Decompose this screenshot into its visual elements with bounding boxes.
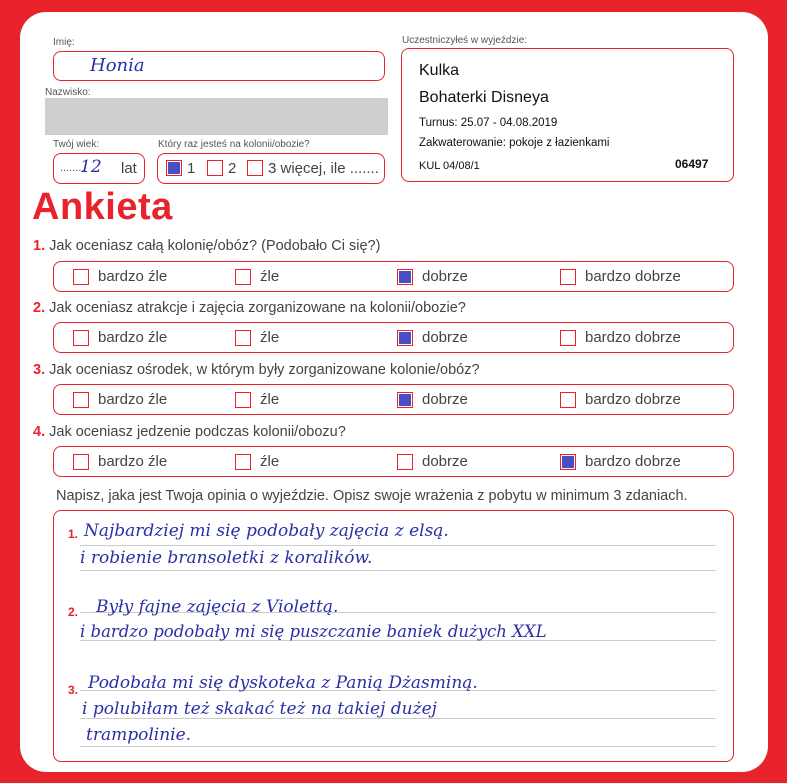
opinion-entry-3-line-1: Podobała mi się dyskoteka z Panią Dżasminą.: [88, 673, 478, 693]
ruled-line: [80, 746, 716, 747]
q1-option-dobrze: dobrze: [422, 268, 468, 285]
question-2-options: [53, 322, 734, 353]
q3-option-bardzo-zle: bardzo źle: [98, 391, 168, 408]
q3-option-dobrze: dobrze: [422, 391, 468, 408]
opinion-number-2: 2.: [68, 605, 79, 619]
ruled-line: [80, 570, 716, 571]
q1-option-bardzo-zle: bardzo źle: [98, 268, 168, 285]
age-suffix: lat: [121, 160, 137, 177]
q3-checkbox-dobrze[interactable]: [397, 392, 413, 408]
q1-checkbox-zle[interactable]: [235, 269, 251, 285]
q4-option-bardzo-zle: bardzo źle: [98, 453, 168, 470]
q3-option-bardzo-dobrze: bardzo dobrze: [585, 391, 681, 408]
q4-option-bardzo-dobrze: bardzo dobrze: [585, 453, 681, 470]
question-1: 1. Jak oceniasz całą kolonię/obóz? (Podobało Ci się?): [33, 238, 381, 254]
q4-option-dobrze: dobrze: [422, 453, 468, 470]
q3-checkbox-bardzo-zle[interactable]: [73, 392, 89, 408]
q2-checkbox-dobrze[interactable]: [397, 330, 413, 346]
colony-count-label: Który raz jesteś na kolonii/obozie?: [158, 139, 310, 150]
name-field[interactable]: [53, 51, 385, 81]
opinion-entry-1-line-1: Najbardziej mi się podobały zajęcia z elsą.: [84, 521, 449, 541]
question-1-options: [53, 261, 734, 292]
age-dots: ........: [60, 162, 85, 174]
name-value: Honia: [90, 55, 145, 76]
age-label: Twój wiek:: [53, 139, 100, 150]
question-2: 2. Jak oceniasz atrakcje i zajęcia zorganizowane na kolonii/obozie?: [33, 300, 466, 316]
opinion-number-1: 1.: [68, 527, 79, 541]
trip-camp: Kulka: [419, 62, 460, 79]
q2-checkbox-bardzo-dobrze[interactable]: [560, 330, 576, 346]
colony-option-2: 2: [228, 160, 237, 177]
name-label: Imię:: [53, 37, 75, 48]
question-3: 3. Jak oceniasz ośrodek, w którym były zorganizowane kolonie/obóz?: [33, 362, 480, 378]
q3-option-zle: źle: [260, 391, 280, 408]
q2-option-dobrze: dobrze: [422, 329, 468, 346]
colony-option-3: 3 więcej, ile .......: [268, 160, 379, 177]
q1-option-zle: źle: [260, 268, 280, 285]
opinion-number-3: 3.: [68, 683, 79, 697]
trip-accommodation: Zakwaterowanie: pokoje z łazienkami: [419, 137, 610, 149]
opinion-prompt: Napisz, jaka jest Twoja opinia o wyjeździe. Opisz swoje wrażenia z pobytu w minimum 3 zdaniach.: [56, 488, 688, 504]
q1-checkbox-dobrze[interactable]: [397, 269, 413, 285]
trip-label: Uczestniczyłeś w wyjeździe:: [402, 35, 528, 46]
question-4-options: [53, 446, 734, 477]
opinion-entry-1-line-2: i robienie bransoletki z koralików.: [80, 548, 373, 568]
opinion-entry-2-line-1: Były fajne zajęcia z Violettą.: [96, 597, 339, 617]
q2-option-zle: źle: [260, 329, 280, 346]
trip-info-box: [401, 48, 734, 182]
q1-checkbox-bardzo-dobrze[interactable]: [560, 269, 576, 285]
colony-checkbox-1[interactable]: [166, 160, 182, 176]
q2-option-bardzo-zle: bardzo źle: [98, 329, 168, 346]
opinion-entry-3-line-2: i polubiłam też skakać też na takiej dużej: [82, 699, 437, 719]
survey-title: Ankieta: [32, 186, 173, 228]
q4-checkbox-bardzo-dobrze[interactable]: [560, 454, 576, 470]
trip-code: KUL 04/08/1: [419, 160, 480, 172]
trip-theme: Bohaterki Disneya: [419, 89, 549, 106]
ruled-line: [80, 545, 716, 546]
question-3-options: [53, 384, 734, 415]
surname-redacted: [45, 98, 388, 135]
q4-checkbox-dobrze[interactable]: [397, 454, 413, 470]
q1-checkbox-bardzo-zle[interactable]: [73, 269, 89, 285]
age-field[interactable]: [53, 153, 145, 184]
age-value: 12: [80, 157, 102, 177]
opinion-entry-2-line-2: i bardzo podobały mi się puszczanie baniek dużych XXL: [80, 622, 547, 641]
q3-checkbox-zle[interactable]: [235, 392, 251, 408]
q3-checkbox-bardzo-dobrze[interactable]: [560, 392, 576, 408]
question-4: 4. Jak oceniasz jedzenie podczas kolonii/obozu?: [33, 424, 346, 440]
opinion-entry-3-line-3: trampolinie.: [86, 725, 192, 745]
surname-label: Nazwisko:: [45, 87, 91, 98]
colony-checkbox-3[interactable]: [247, 160, 263, 176]
colony-option-1: 1: [187, 160, 196, 177]
q4-checkbox-bardzo-zle[interactable]: [73, 454, 89, 470]
trip-turnus: Turnus: 25.07 - 04.08.2019: [419, 117, 558, 129]
q4-option-zle: źle: [260, 453, 280, 470]
q2-option-bardzo-dobrze: bardzo dobrze: [585, 329, 681, 346]
q1-option-bardzo-dobrze: bardzo dobrze: [585, 268, 681, 285]
trip-number: 06497: [675, 157, 709, 171]
colony-count-field: [157, 153, 385, 184]
q4-checkbox-zle[interactable]: [235, 454, 251, 470]
colony-checkbox-2[interactable]: [207, 160, 223, 176]
q2-checkbox-bardzo-zle[interactable]: [73, 330, 89, 346]
q2-checkbox-zle[interactable]: [235, 330, 251, 346]
